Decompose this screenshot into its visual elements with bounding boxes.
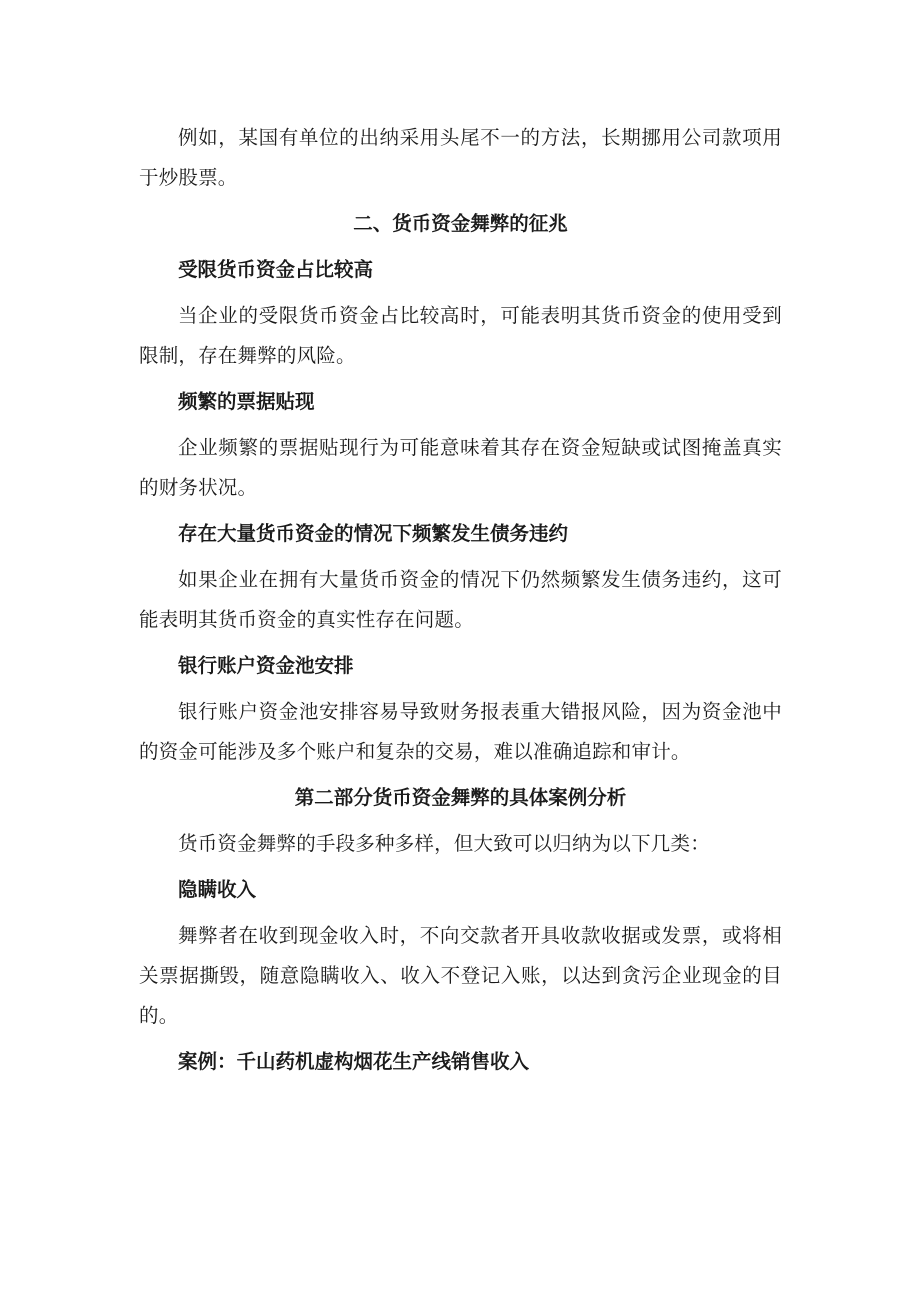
document-body — [139, 118, 782, 1088]
subheading-restricted-funds: 受限货币资金占比较高 — [178, 258, 374, 281]
paragraph-cash-pool: 银行账户资金池安排容易导致财务报表重大错报风险，因为资金池中的资金可能涉及多个账户和复杂的交易，难以准确追踪和审计。 — [139, 700, 782, 763]
section-heading-fraud-signs: 二、货币资金舞弊的征兆 — [353, 212, 568, 235]
paragraph-restricted-funds: 当企业的受限货币资金占比较高时，可能表明其货币资金的使用受到限制，存在舞弊的风险。 — [139, 304, 782, 367]
subheading-debt-default: 存在大量货币资金的情况下频繁发生债务违约 — [178, 522, 569, 545]
subheading-bill-discounting: 频繁的票据贴现 — [178, 390, 315, 413]
paragraph-embezzlement-example: 例如，某国有单位的出纳采用头尾不一的方法，长期挪用公司款项用于炒股票。 — [139, 126, 782, 189]
paragraph-fraud-types-intro: 货币资金舞弊的手段多种多样，但大致可以归纳为以下几类： — [178, 832, 710, 855]
paragraph-debt-default: 如果企业在拥有大量货币资金的情况下仍然频繁发生债务违约，这可能表明其货币资金的真实性存在问题。 — [139, 568, 782, 631]
section-heading-case-analysis: 第二部分货币资金舞弊的具体案例分析 — [294, 786, 627, 809]
subheading-concealed-income: 隐瞒收入 — [178, 878, 257, 901]
subheading-cash-pool: 银行账户资金池安排 — [178, 654, 354, 677]
paragraph-concealed-income: 舞弊者在收到现金收入时，不向交款者开具收款收据或发票，或将相关票据撕毁，随意隐瞒收入、收入不登记入账，以达到贪污企业现金的目的。 — [139, 924, 782, 1027]
paragraph-bill-discounting: 企业频繁的票据贴现行为可能意味着其存在资金短缺或试图掩盖真实的财务状况。 — [139, 436, 782, 499]
subheading-case-qianshan: 案例：千山药机虚构烟花生产线销售收入 — [178, 1050, 530, 1073]
